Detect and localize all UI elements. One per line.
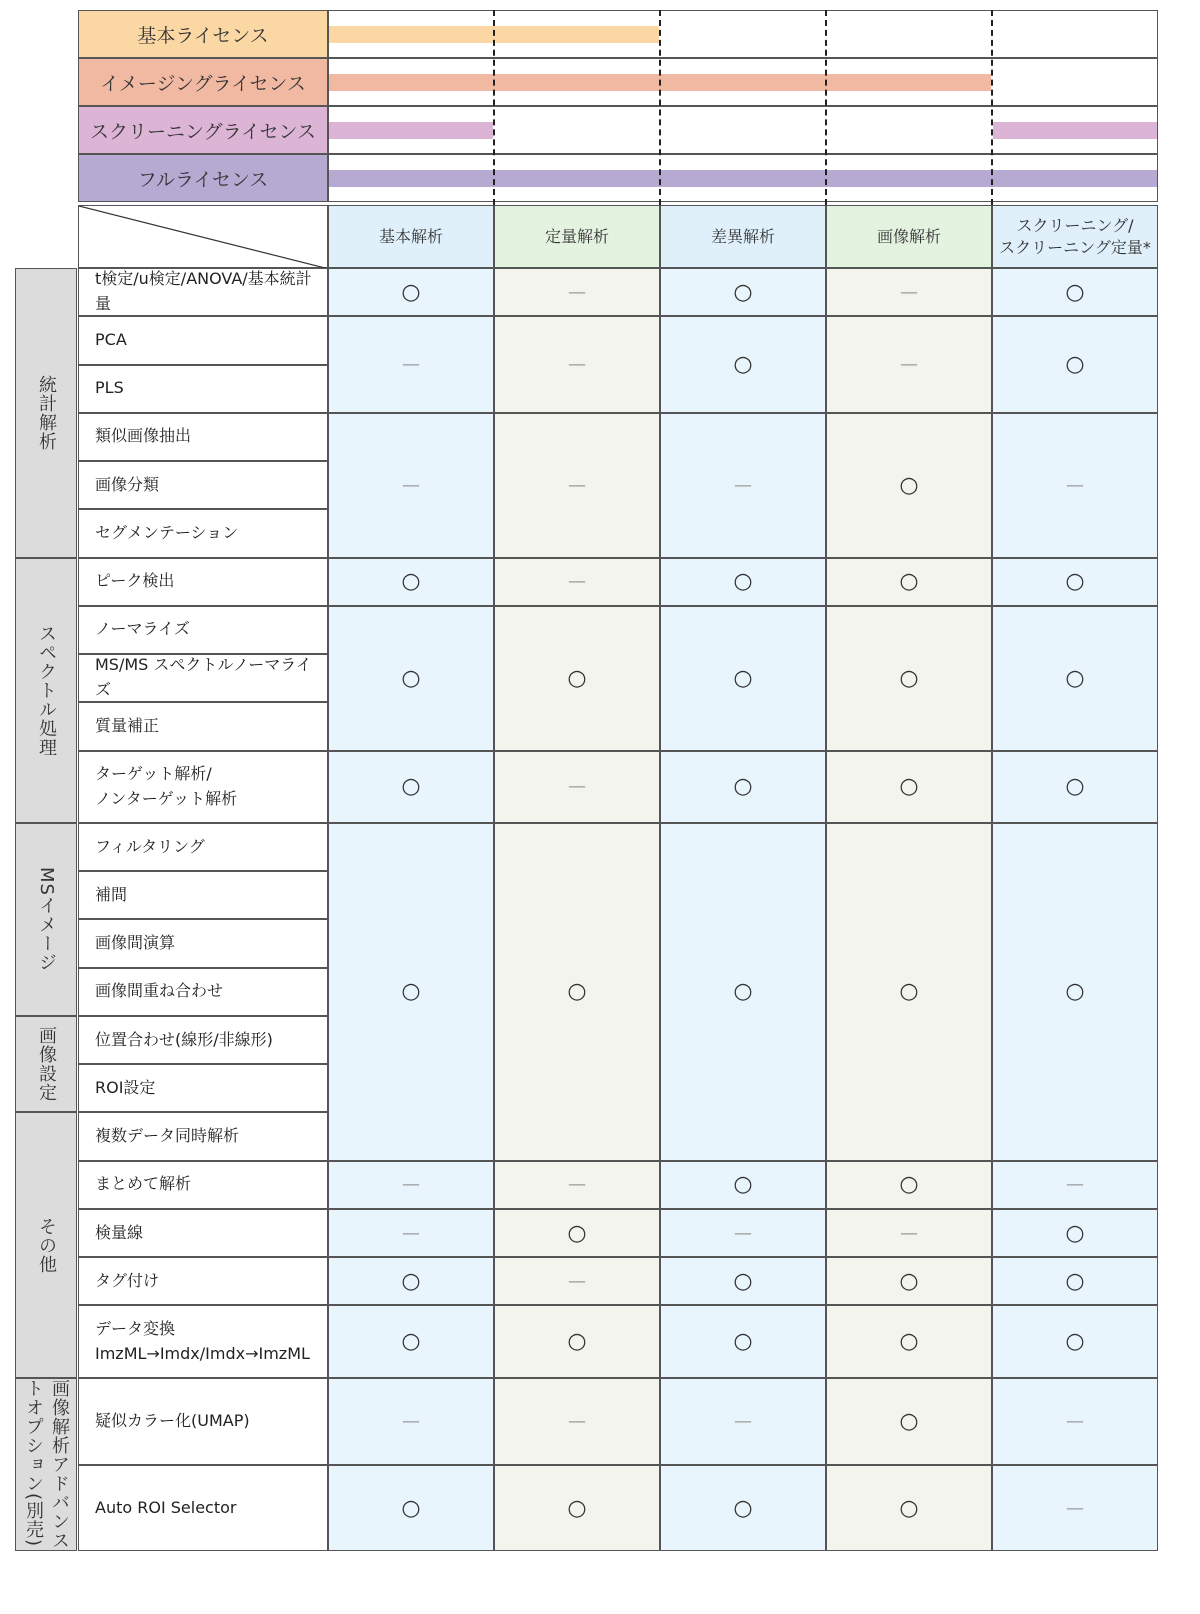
category-label-text: スペクトル処理 (36, 623, 57, 757)
not-supported-mark: — (826, 1209, 992, 1257)
supported-mark: ○ (992, 316, 1158, 413)
supported-mark: ○ (328, 558, 494, 606)
supported-mark: ○ (660, 316, 826, 413)
supported-mark: ○ (826, 606, 992, 751)
feature-label: 類似画像抽出 (78, 413, 328, 461)
supported-mark: ○ (660, 823, 826, 1161)
category-label-text: 画像設定 (36, 1026, 57, 1103)
license-coverage-bar (993, 122, 1157, 139)
license-label: フルライセンス (78, 154, 328, 202)
supported-mark: ○ (826, 751, 992, 823)
supported-mark: ○ (328, 268, 494, 316)
column-divider-dashed (991, 10, 993, 205)
not-supported-mark: — (826, 268, 992, 316)
supported-mark: ○ (660, 1465, 826, 1552)
supported-mark: ○ (992, 558, 1158, 606)
feature-label: データ変換 ImzML→Imdx/Imdx→ImzML (78, 1305, 328, 1377)
license-label: スクリーニングライセンス (78, 106, 328, 154)
category-label (15, 823, 77, 1016)
supported-mark: ○ (826, 1378, 992, 1465)
supported-mark: ○ (992, 268, 1158, 316)
supported-mark: ○ (992, 1257, 1158, 1305)
category-label (15, 1112, 77, 1377)
feature-label: 画像間重ね合わせ (78, 968, 328, 1016)
feature-label: 補間 (78, 871, 328, 919)
column-header: 画像解析 (826, 205, 992, 268)
supported-mark: ○ (826, 413, 992, 558)
not-supported-mark: — (992, 1161, 1158, 1209)
feature-label: ターゲット解析/ ノンターゲット解析 (78, 751, 328, 823)
feature-label: 検量線 (78, 1209, 328, 1257)
not-supported-mark: — (494, 751, 660, 823)
not-supported-mark: — (494, 1161, 660, 1209)
category-label (15, 558, 77, 823)
supported-mark: ○ (328, 606, 494, 751)
supported-mark: ○ (826, 1161, 992, 1209)
feature-label: 質量補正 (78, 702, 328, 750)
supported-mark: ○ (328, 751, 494, 823)
supported-mark: ○ (660, 1257, 826, 1305)
supported-mark: ○ (826, 1305, 992, 1377)
supported-mark: ○ (826, 823, 992, 1161)
supported-mark: ○ (826, 558, 992, 606)
not-supported-mark: — (328, 1209, 494, 1257)
category-label-text: 統計解析 (36, 374, 57, 451)
feature-label: PCA (78, 316, 328, 364)
supported-mark: ○ (328, 1305, 494, 1377)
category-label-text: その他 (36, 1216, 57, 1274)
category-label-text: 画像解析アドバンストオプション(別売) (23, 1378, 70, 1550)
feature-label: セグメンテーション (78, 509, 328, 557)
feature-label: t検定/u検定/ANOVA/基本統計量 (78, 268, 328, 316)
not-supported-mark: — (992, 1378, 1158, 1465)
supported-mark: ○ (494, 1305, 660, 1377)
supported-mark: ○ (660, 751, 826, 823)
not-supported-mark: — (826, 316, 992, 413)
supported-mark: ○ (826, 1465, 992, 1552)
supported-mark: ○ (992, 606, 1158, 751)
feature-label: 画像分類 (78, 461, 328, 509)
feature-label: フィルタリング (78, 823, 328, 871)
column-divider-dashed (825, 10, 827, 205)
license-label: イメージングライセンス (78, 58, 328, 106)
supported-mark: ○ (992, 1305, 1158, 1377)
not-supported-mark: — (494, 268, 660, 316)
supported-mark: ○ (992, 1209, 1158, 1257)
feature-label: MS/MS スペクトルノーマライズ (78, 654, 328, 702)
column-divider-dashed (659, 10, 661, 205)
supported-mark: ○ (660, 1161, 826, 1209)
feature-label: ノーマライズ (78, 606, 328, 654)
supported-mark: ○ (494, 823, 660, 1161)
not-supported-mark: — (992, 1465, 1158, 1552)
not-supported-mark: — (494, 413, 660, 558)
category-label (15, 1378, 77, 1552)
column-header: 基本解析 (328, 205, 494, 268)
supported-mark: ○ (328, 1257, 494, 1305)
feature-label: まとめて解析 (78, 1161, 328, 1209)
feature-label: タグ付け (78, 1257, 328, 1305)
not-supported-mark: — (328, 1161, 494, 1209)
not-supported-mark: — (328, 1378, 494, 1465)
category-label-text: MSイメージ (36, 866, 57, 972)
feature-label: ピーク検出 (78, 558, 328, 606)
column-divider-dashed (493, 10, 495, 205)
supported-mark: ○ (660, 268, 826, 316)
category-label (15, 1016, 77, 1113)
supported-mark: ○ (328, 1465, 494, 1552)
category-label (15, 268, 77, 558)
supported-mark: ○ (494, 1209, 660, 1257)
supported-mark: ○ (494, 1465, 660, 1552)
header-corner (78, 205, 328, 268)
feature-label: 位置合わせ(線形/非線形) (78, 1016, 328, 1064)
not-supported-mark: — (992, 413, 1158, 558)
feature-label: PLS (78, 365, 328, 413)
supported-mark: ○ (992, 751, 1158, 823)
not-supported-mark: — (494, 1257, 660, 1305)
not-supported-mark: — (660, 1378, 826, 1465)
feature-label: Auto ROI Selector (78, 1465, 328, 1552)
license-coverage-bar (329, 170, 1157, 187)
column-header: 定量解析 (494, 205, 660, 268)
not-supported-mark: — (660, 1209, 826, 1257)
column-header: スクリーニング/ スクリーニング定量* (992, 205, 1158, 268)
not-supported-mark: — (494, 316, 660, 413)
not-supported-mark: — (494, 1378, 660, 1465)
feature-label: 疑似カラー化(UMAP) (78, 1378, 328, 1465)
supported-mark: ○ (826, 1257, 992, 1305)
feature-label: 複数データ同時解析 (78, 1112, 328, 1160)
license-coverage-bar (329, 122, 493, 139)
supported-mark: ○ (328, 823, 494, 1161)
not-supported-mark: — (494, 558, 660, 606)
supported-mark: ○ (494, 606, 660, 751)
not-supported-mark: — (328, 413, 494, 558)
license-label: 基本ライセンス (78, 10, 328, 58)
feature-label: 画像間演算 (78, 919, 328, 967)
feature-label: ROI設定 (78, 1064, 328, 1112)
supported-mark: ○ (660, 558, 826, 606)
supported-mark: ○ (660, 606, 826, 751)
column-header: 差異解析 (660, 205, 826, 268)
not-supported-mark: — (328, 316, 494, 413)
supported-mark: ○ (992, 823, 1158, 1161)
supported-mark: ○ (660, 1305, 826, 1377)
not-supported-mark: — (660, 413, 826, 558)
